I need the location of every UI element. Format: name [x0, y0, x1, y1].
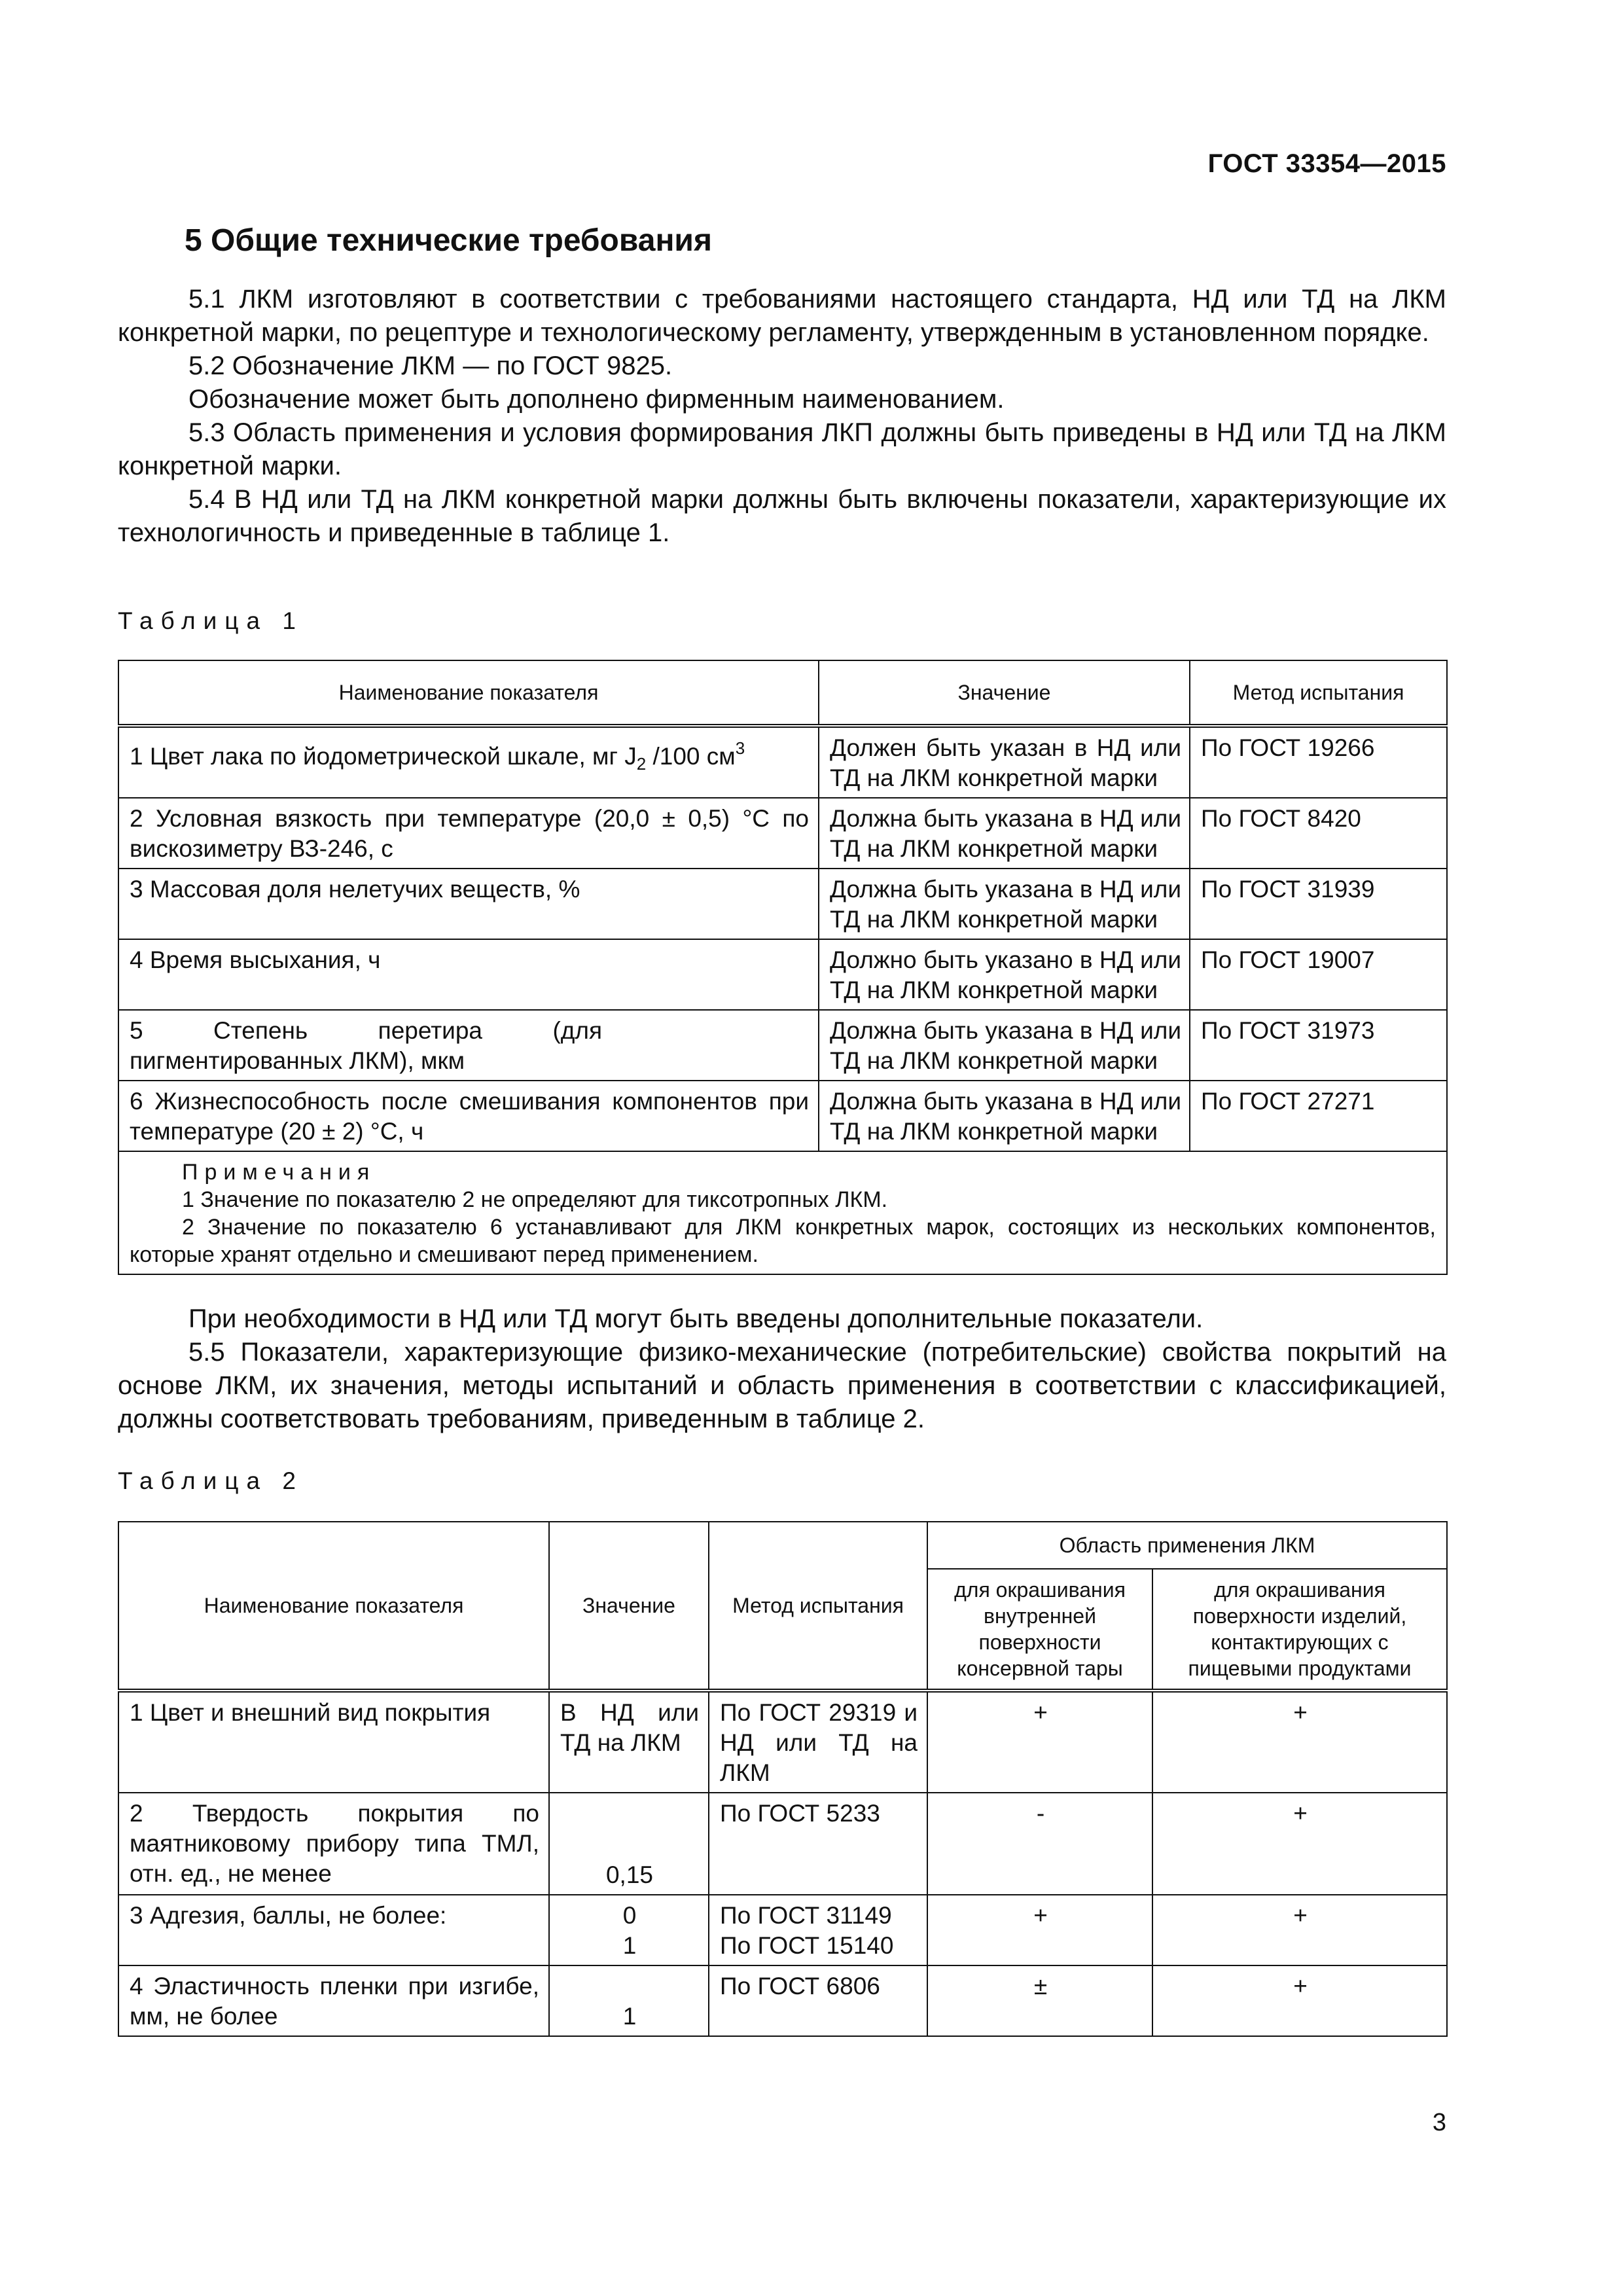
table1-notes — [118, 1151, 1447, 1274]
table1-cell-method: По ГОСТ 19266 — [1190, 726, 1447, 798]
page-number: 3 — [1432, 2109, 1446, 2136]
table-row — [118, 869, 1447, 939]
table2-cell-method: По ГОСТ 5233 — [709, 1793, 927, 1895]
table2-cell-value: 1 — [549, 1965, 709, 2036]
table-row — [118, 1793, 1447, 1895]
table1-cell-value: Должно быть указано в НД или ТД на ЛКМ конкретной марки — [819, 939, 1190, 1010]
table2-cell-value — [549, 1895, 709, 1965]
paragraph-5-2: 5.2 Обозначение ЛКМ — по ГОСТ 9825. — [188, 351, 673, 380]
table1-cell-value: Должна быть указана в НД или ТД на ЛКМ конкретной марки — [819, 1081, 1190, 1151]
paragraph-5-5: 5.5 Показатели, характеризующие физико-механические (потребительские) свойства покрытий на основе ЛКМ, их значения, методы испытаний и область применения в соответствии с классификацией, должны соответствовать требованиям, приведенным в таблице 2. — [118, 1338, 1446, 1433]
table1-cell-value: Должна быть указана в НД или ТД на ЛКМ конкретной марки — [819, 869, 1190, 939]
table1-cell-name: 5 Степень перетира (для пигментированных ЛКМ), мкм — [118, 1010, 819, 1081]
table1-cell-name: 1 Цвет лака по йодометрической шкале, мг $J_2$ /100 $см^3$ — [118, 726, 819, 798]
table1-notes-row — [118, 1151, 1447, 1274]
table2-header-scope: Область применения ЛКМ — [927, 1522, 1447, 1569]
table2-header-row-top — [118, 1522, 1447, 1569]
table2-header-scope-food: для окрашивания поверхности изделий, контактирующих с пищевыми продуктами — [1152, 1569, 1447, 1691]
table1-cell-method: По ГОСТ 8420 — [1190, 798, 1447, 869]
note-1: 1 Значение по показателю 2 не определяют для тиксотропных ЛКМ. — [182, 1187, 888, 1212]
document-code: ГОСТ 33354—2015 — [1207, 149, 1446, 178]
table-row — [118, 939, 1447, 1010]
notes-title: Примечания — [182, 1160, 376, 1185]
table-1 — [118, 660, 1448, 1275]
table-row — [118, 1010, 1447, 1081]
table1-cell-method: По ГОСТ 27271 — [1190, 1081, 1447, 1151]
table1-header-row — [118, 660, 1447, 726]
table2-cell-scope-food: + — [1152, 1793, 1447, 1895]
table2-cell-scope-food: + — [1152, 1691, 1447, 1793]
table2-cell-method: По ГОСТ 6806 — [709, 1965, 927, 2036]
table1-cell-method: По ГОСТ 31973 — [1190, 1010, 1447, 1081]
table2-cell-scope-cans: + — [927, 1691, 1152, 1793]
table2-cell-method — [709, 1895, 927, 1965]
table2-header-name: Наименование показателя — [118, 1522, 549, 1691]
table-2 — [118, 1521, 1448, 2037]
table1-cell-value: Должна быть указана в НД или ТД на ЛКМ конкретной марки — [819, 798, 1190, 869]
table2-cell-scope-cans: - — [927, 1793, 1152, 1895]
table2-cell-name: 4 Эластичность пленки при изгибе, мм, не более — [118, 1965, 549, 2036]
adhesion-value-1: 0 — [622, 1902, 637, 1929]
adhesion-method-2: По ГОСТ 15140 — [720, 1932, 894, 1959]
table2-cell-name: 1 Цвет и внешний вид покрытия — [118, 1691, 549, 1793]
paragraph-5-1: 5.1 ЛКМ изготовляют в соответствии с требованиями настоящего стандарта, НД или ТД на ЛКМ конкретной марки, по рецептуре и технологическому регламенту, утвержденным в установленном порядке. — [118, 285, 1446, 347]
table-row — [118, 1081, 1447, 1151]
table2-header-method: Метод испытания — [709, 1522, 927, 1691]
table-row — [118, 726, 1447, 798]
table1-cell-method: По ГОСТ 19007 — [1190, 939, 1447, 1010]
intro-paragraphs — [118, 283, 1446, 550]
note-2: 2 Значение по показателю 6 устанавливают для ЛКМ конкретных марок, состоящих из нескольких компонентов, которые хранят отдельно и смешивают перед применением. — [130, 1215, 1436, 1267]
table2-cell-scope-food: + — [1152, 1965, 1447, 2036]
table1-cell-name: 6 Жизнеспособность после смешивания компонентов при температуре (20 ± 2) °С, ч — [118, 1081, 819, 1151]
table2-cell-name: 2 Твердость покрытия по маятниковому прибору типа ТМЛ, отн. ед., не менее — [118, 1793, 549, 1895]
table1-caption: Таблица 1 — [118, 607, 304, 634]
table1-cell-name: 4 Время высыхания, ч — [118, 939, 819, 1010]
table1-cell-name: 3 Массовая доля нелетучих веществ, % — [118, 869, 819, 939]
table1-header-name: Наименование показателя — [118, 660, 819, 726]
table2-cell-scope-food: + — [1152, 1895, 1447, 1965]
table2-header-value: Значение — [549, 1522, 709, 1691]
middle-paragraphs — [118, 1302, 1446, 1436]
adhesion-value-2: 1 — [622, 1932, 637, 1959]
table2-caption: Таблица 2 — [118, 1467, 304, 1494]
table2-cell-value: 0,15 — [549, 1793, 709, 1895]
table2-cell-scope-cans: ± — [927, 1965, 1152, 2036]
table1-header-value: Значение — [819, 660, 1190, 726]
paragraph-designation: Обозначение может быть дополнено фирменным наименованием. — [188, 385, 1005, 414]
section-title: 5 Общие технические требования — [185, 223, 712, 258]
table1-cell-value: Должна быть указана в НД или ТД на ЛКМ конкретной марки — [819, 1010, 1190, 1081]
table1-cell-name: 2 Условная вязкость при температуре (20,0 ± 0,5) °С по вискозиметру ВЗ-246, с — [118, 798, 819, 869]
adhesion-method-1: По ГОСТ 31149 — [720, 1902, 892, 1929]
table-row — [118, 798, 1447, 869]
table1-header-method: Метод испытания — [1190, 660, 1447, 726]
table-row — [118, 1895, 1447, 1965]
table2-cell-method: По ГОСТ 29319 и НД или ТД на ЛКМ — [709, 1691, 927, 1793]
table2-cell-scope-cans: + — [927, 1895, 1152, 1965]
paragraph-additional: При необходимости в НД или ТД могут быть введены дополнительные показатели. — [188, 1304, 1204, 1333]
table1-cell-method: По ГОСТ 31939 — [1190, 869, 1447, 939]
table2-header-scope-cans: для окрашивания внутренней поверхности консервной тары — [927, 1569, 1152, 1691]
table-row — [118, 1691, 1447, 1793]
paragraph-5-3: 5.3 Область применения и условия формирования ЛКП должны быть приведены в НД или ТД на ЛКМ конкретной марки. — [118, 418, 1446, 480]
table-row — [118, 1965, 1447, 2036]
table2-cell-name: 3 Адгезия, баллы, не более: — [118, 1895, 549, 1965]
paragraph-5-4: 5.4 В НД или ТД на ЛКМ конкретной марки должны быть включены показатели, характеризующие их технологичность и приведенные в таблице 1. — [118, 485, 1446, 547]
table2-cell-value: В НД или ТД на ЛКМ — [549, 1691, 709, 1793]
table1-cell-value: Должен быть указан в НД или ТД на ЛКМ конкретной марки — [819, 726, 1190, 798]
